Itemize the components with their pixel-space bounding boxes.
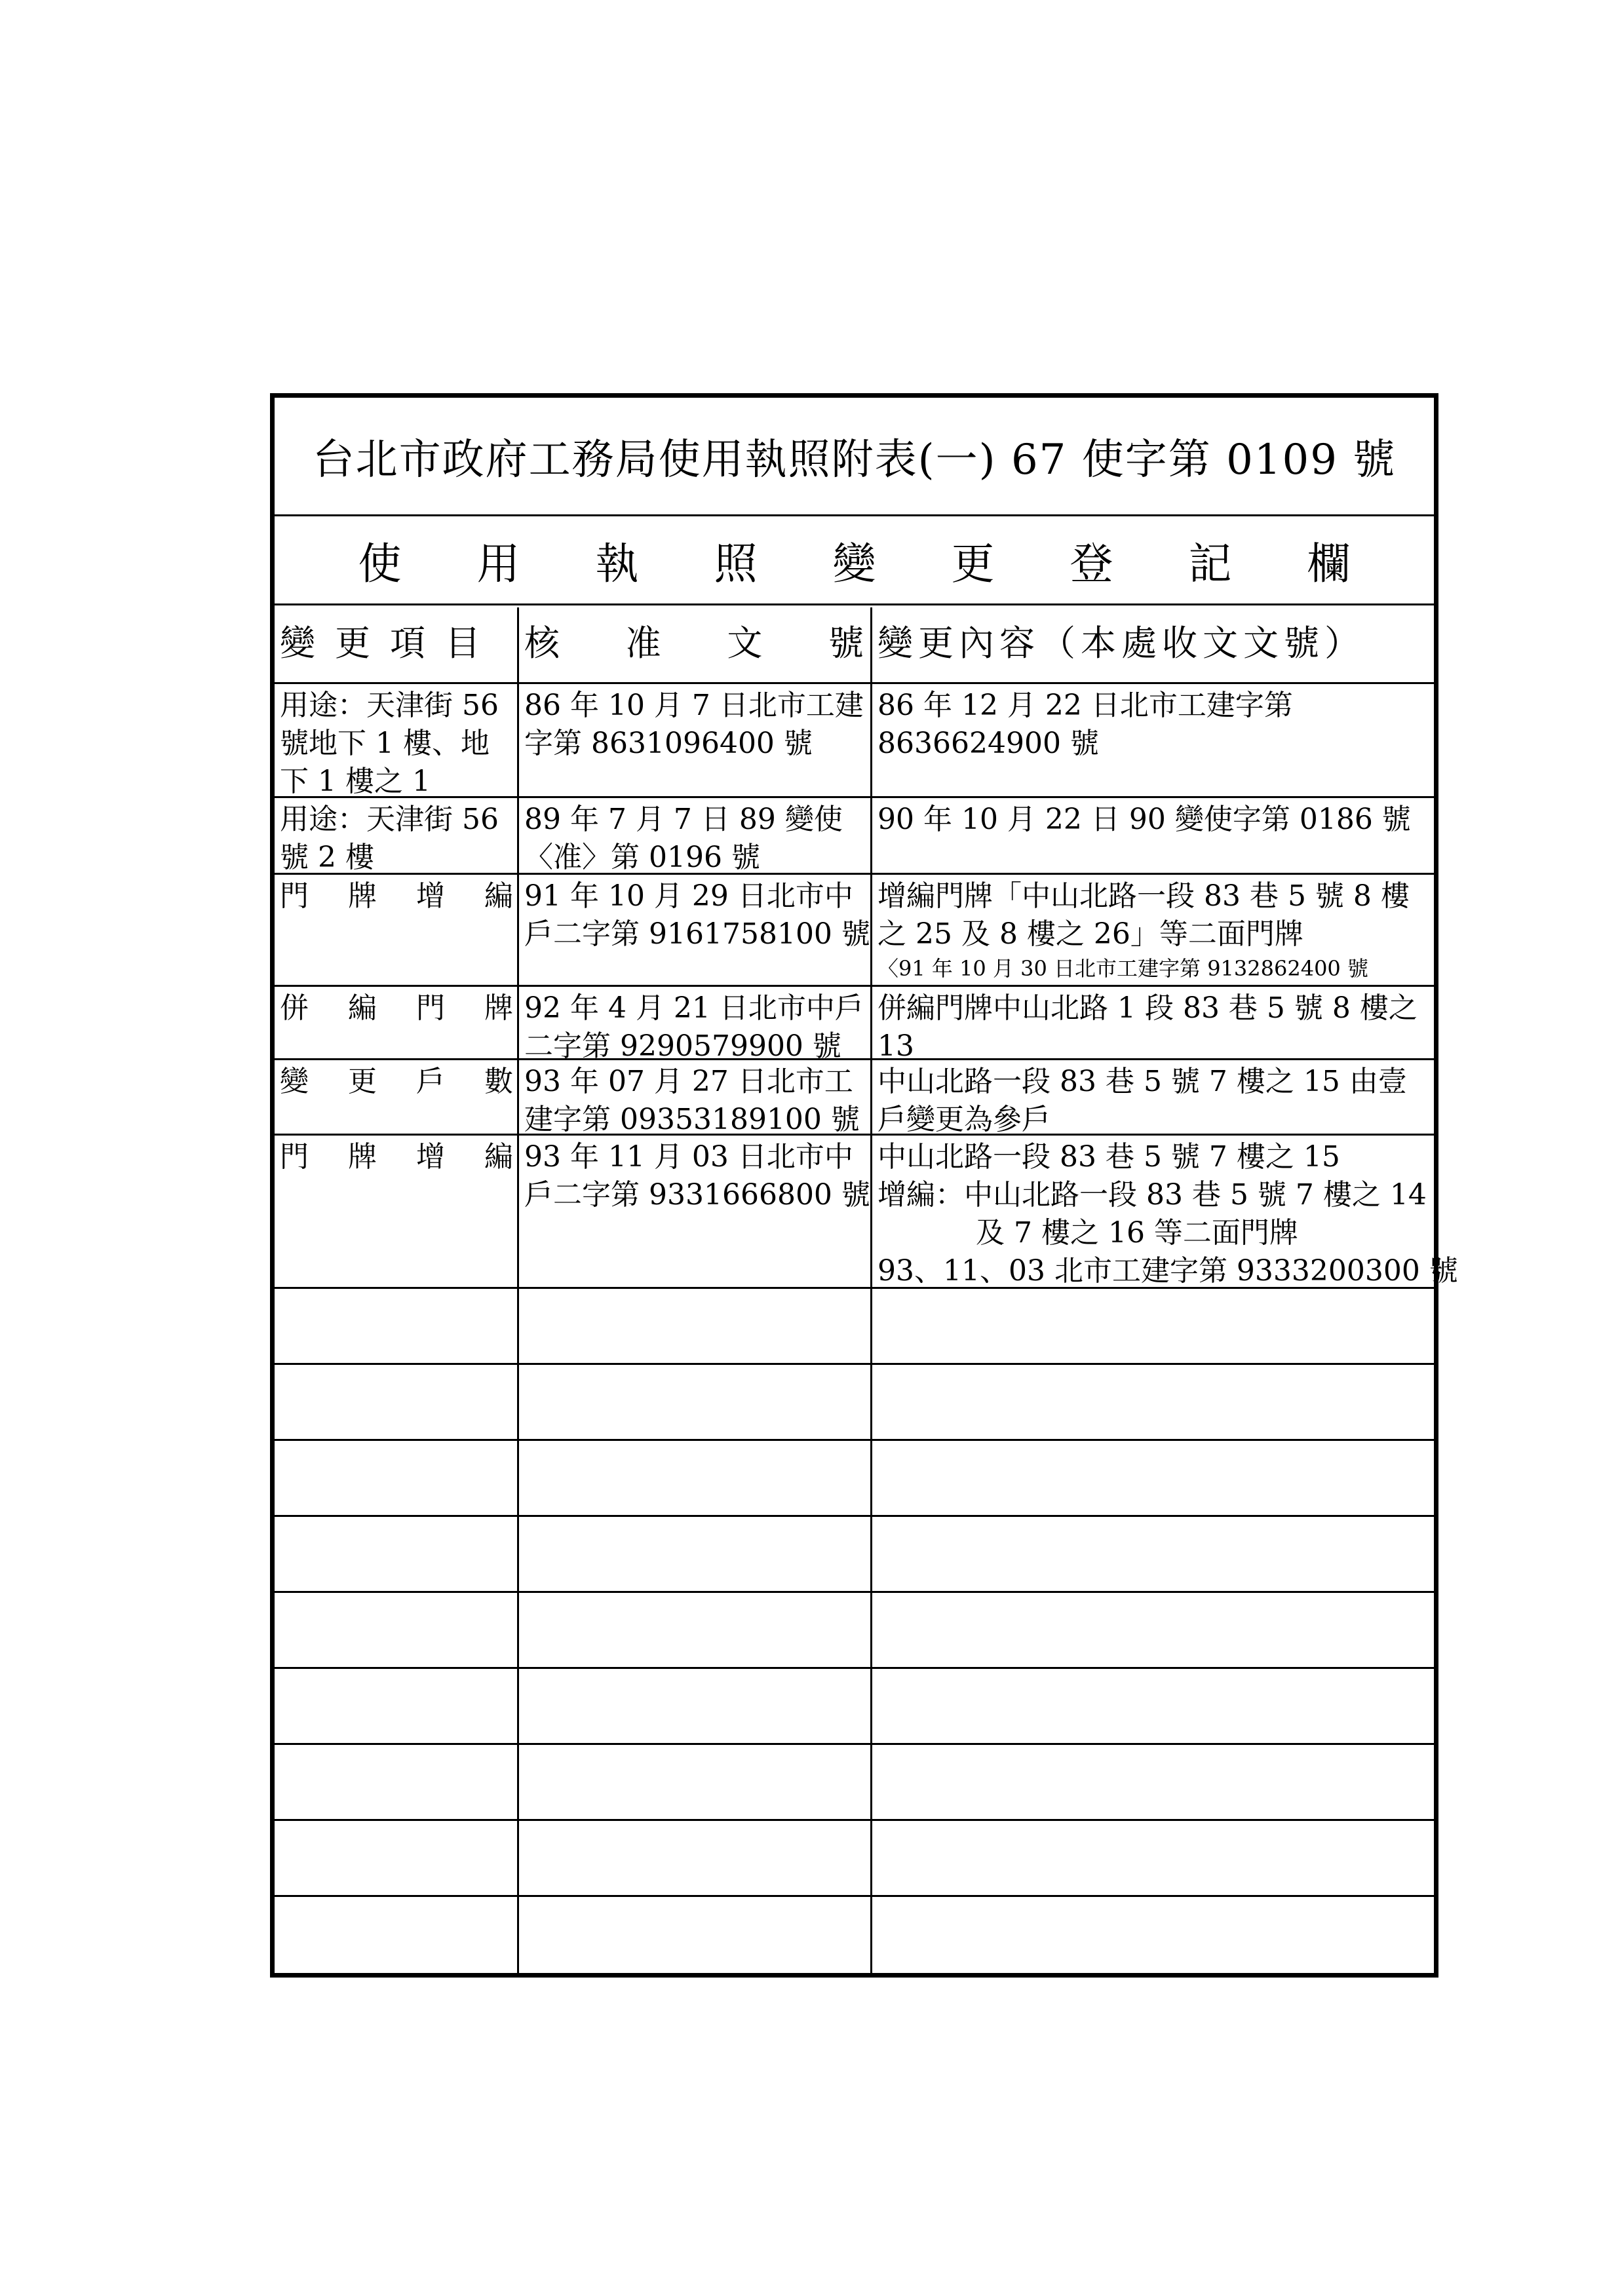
change-item-cell	[275, 798, 517, 873]
empty-table-row	[275, 1897, 1434, 1973]
header-change-item: 變更項目	[280, 622, 500, 664]
cell-line: 用途：天津街 56	[280, 803, 499, 836]
cell-line: 86 年 10 月 7 日北市工建	[524, 689, 864, 722]
cell-line: 13	[878, 1029, 914, 1063]
cell-line: 下 1 樓之 1	[280, 765, 431, 798]
change-item-cell	[275, 987, 552, 1058]
content-cell	[872, 987, 1434, 1063]
header-change-content: 變更內容（本處收文文號）	[878, 622, 1365, 664]
cell-line: 及 7 樓之 16 等二面門牌	[976, 1216, 1298, 1250]
empty-table-row	[275, 1669, 1434, 1745]
cell-line: 併編門牌中山北路 1 段 83 巷 5 號 8 樓之	[878, 991, 1418, 1025]
table-row	[275, 1060, 1434, 1136]
cell-line: 93 年 11 月 03 日北市中	[524, 1140, 853, 1174]
empty-table-row	[275, 1517, 1434, 1593]
content-cell	[872, 875, 1434, 985]
content-cell	[872, 1136, 1458, 1288]
header-approval-number	[519, 607, 870, 682]
table-row	[275, 684, 1434, 798]
table-row	[275, 1136, 1458, 1289]
change-register-table	[275, 607, 1458, 1973]
table-row	[275, 798, 1434, 875]
cell-line: 號地下 1 樓、地	[280, 727, 490, 760]
heading-char: 變	[832, 539, 876, 589]
heading-char: 登	[1070, 539, 1113, 589]
cell-line: 增編門牌「中山北路一段 83 巷 5 號 8 樓	[878, 879, 1410, 913]
cell-line: 門牌增編	[280, 879, 552, 913]
cell-line: 93 年 07 月 27 日北市工	[524, 1065, 853, 1098]
empty-table-row	[275, 1365, 1434, 1441]
change-item-cell	[275, 684, 517, 796]
cell-line: 之 25 及 8 樓之 26」等二面門牌	[878, 917, 1303, 951]
cell-line: 86 年 12 月 22 日北市工建字第	[878, 689, 1293, 722]
table-row	[275, 987, 1434, 1063]
content-cell	[872, 798, 1434, 873]
empty-table-row	[275, 1289, 1434, 1365]
header-char: 文	[727, 622, 763, 664]
form-title: 台北市政府工務局使用執照附表(一) 67 使字第 0109 號	[275, 398, 1434, 516]
approval-cell	[519, 875, 870, 985]
cell-line: 併編門牌	[280, 991, 552, 1025]
table-row	[275, 875, 1434, 987]
content-cell	[872, 684, 1434, 796]
heading-char: 欄	[1307, 539, 1351, 589]
empty-table-row	[275, 1441, 1434, 1517]
cell-line: 89 年 7 月 7 日 89 變使	[524, 803, 843, 836]
change-item-cell	[275, 1136, 552, 1287]
cell-line: 戶二字第 9331666800 號	[524, 1178, 870, 1212]
heading-char: 更	[951, 539, 995, 589]
registration-form	[270, 393, 1458, 1978]
empty-table-row	[275, 1821, 1434, 1897]
cell-line: 93、11、03 北市工建字第 9333200300 號	[878, 1254, 1458, 1288]
approval-cell	[519, 1136, 870, 1287]
section-heading	[275, 516, 1434, 605]
cell-line: 90 年 10 月 22 日 90 變使字第 0186 號	[878, 803, 1411, 836]
cell-note: 〈91 年 10 月 30 日北市工建字第 9132862400 號	[878, 956, 1368, 981]
content-cell	[872, 1060, 1434, 1134]
cell-line: 號 2 樓	[280, 841, 374, 874]
approval-cell	[519, 987, 870, 1063]
header-char: 核	[524, 622, 560, 664]
approval-cell	[519, 684, 870, 796]
cell-line: 中山北路一段 83 巷 5 號 7 樓之 15	[878, 1140, 1340, 1174]
cell-line: 用途：天津街 56	[280, 689, 499, 722]
empty-table-row	[275, 1745, 1434, 1821]
change-item-cell	[275, 1060, 552, 1134]
heading-char: 記	[1188, 539, 1232, 589]
table-header-row	[275, 607, 1434, 684]
cell-line: 中山北路一段 83 巷 5 號 7 樓之 15 由壹	[878, 1065, 1407, 1098]
cell-line: 8636624900 號	[878, 727, 1099, 760]
cell-line: 建字第 09353189100 號	[524, 1103, 860, 1136]
heading-char: 用	[476, 539, 520, 589]
cell-line: 〈准〉第 0196 號	[524, 841, 760, 874]
heading-char: 執	[595, 539, 639, 589]
heading-char: 使	[358, 539, 402, 589]
cell-line: 門牌增編	[280, 1140, 552, 1174]
header-char: 號	[828, 622, 864, 664]
cell-line: 字第 8631096400 號	[524, 727, 813, 760]
approval-cell	[519, 798, 870, 873]
cell-line: 92 年 4 月 21 日北市中戶	[524, 991, 864, 1025]
cell-line: 變更戶數	[280, 1065, 552, 1098]
empty-table-row	[275, 1593, 1434, 1669]
cell-line: 戶二字第 9161758100 號	[524, 917, 870, 951]
approval-cell	[519, 1060, 870, 1134]
cell-line: 增編：中山北路一段 83 巷 5 號 7 樓之 14	[878, 1178, 1427, 1212]
cell-line: 91 年 10 月 29 日北市中	[524, 879, 853, 913]
change-item-cell	[275, 875, 552, 985]
cell-line: 二字第 9290579900 號	[524, 1029, 841, 1063]
header-char: 准	[625, 622, 661, 664]
cell-line: 戶變更為參戶	[878, 1103, 1051, 1136]
heading-char: 照	[714, 539, 758, 589]
